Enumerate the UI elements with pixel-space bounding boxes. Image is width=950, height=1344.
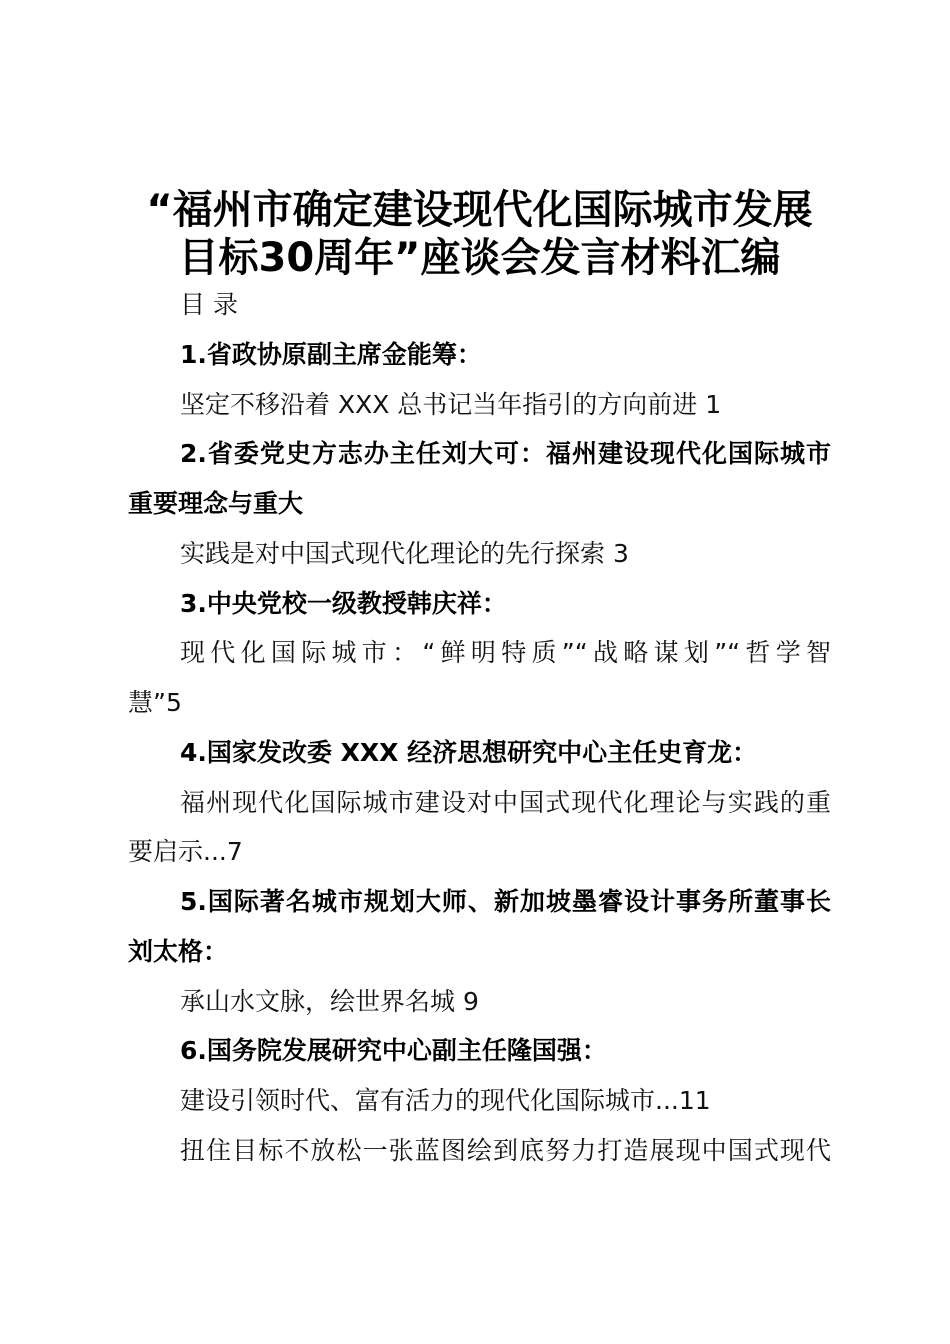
speaker-line: 刘太格： — [128, 936, 229, 966]
speaker-line: 5.国际著名城市规划大师、新加坡墨睿设计事务所董事长 — [180, 887, 831, 916]
topic-line: 要启示...7 — [128, 837, 243, 867]
topic-line: 承山水文脉，绘世界名城 9 — [180, 986, 479, 1016]
speaker-heading — [128, 330, 831, 380]
toc-entry — [128, 330, 831, 430]
toc-entry — [128, 579, 831, 728]
toc-entry — [128, 429, 831, 578]
topic-line: 现代化国际城市：“鲜明特质”“战略谋划”“哲学智 — [180, 638, 831, 668]
topic-title — [128, 529, 831, 579]
speaker-heading — [128, 1026, 831, 1076]
speaker-line: 1.省政协原副主席金能筹： — [180, 339, 482, 369]
speaker-heading — [128, 728, 831, 778]
document-title — [128, 186, 831, 282]
table-of-contents — [128, 330, 831, 1176]
speaker-line: 3.中央党校一级教授韩庆祥： — [180, 588, 507, 618]
topic-title — [128, 778, 831, 878]
topic-line: 坚定不移沿着 XXX 总书记当年指引的方向前进 1 — [180, 389, 722, 419]
toc-entry — [128, 877, 831, 1026]
speaker-line: 6.国务院发展研究中心副主任隆国强： — [180, 1036, 607, 1066]
topic-title — [128, 1076, 831, 1126]
topic-line: 建设引领时代、富有活力的现代化国际城市...11 — [180, 1086, 711, 1115]
speaker-heading — [128, 877, 831, 977]
speaker-line: 4.国家发改委 XXX 经济思想研究中心主任史育龙： — [180, 737, 758, 767]
topic-title — [128, 628, 831, 728]
title-line: “福州市确定建设现代化国际城市发展 — [146, 187, 813, 233]
speaker-line: 重要理念与重大 — [128, 489, 304, 518]
toc-entry — [128, 1026, 831, 1175]
speaker-heading — [128, 429, 831, 529]
topic-title — [128, 977, 831, 1027]
toc-heading: 目 录 — [180, 290, 238, 319]
topic-line: 实践是对中国式现代化理论的先行探索 3 — [180, 538, 629, 568]
topic-title — [128, 1126, 831, 1176]
toc-entry — [128, 728, 831, 877]
topic-line: 慧”5 — [128, 688, 182, 717]
topic-line: 扭住目标不放松一张蓝图绘到底努力打造展现中国式现代 — [180, 1135, 831, 1165]
title-line: 目标30周年”座谈会发言材料汇编 — [178, 235, 781, 281]
topic-line: 福州现代化国际城市建设对中国式现代化理论与实践的重 — [180, 787, 831, 817]
speaker-line: 2.省委党史方志办主任刘大可：福州建设现代化国际城市 — [180, 439, 831, 469]
speaker-heading — [128, 579, 831, 629]
document-body — [128, 186, 831, 1176]
topic-title — [128, 380, 831, 430]
